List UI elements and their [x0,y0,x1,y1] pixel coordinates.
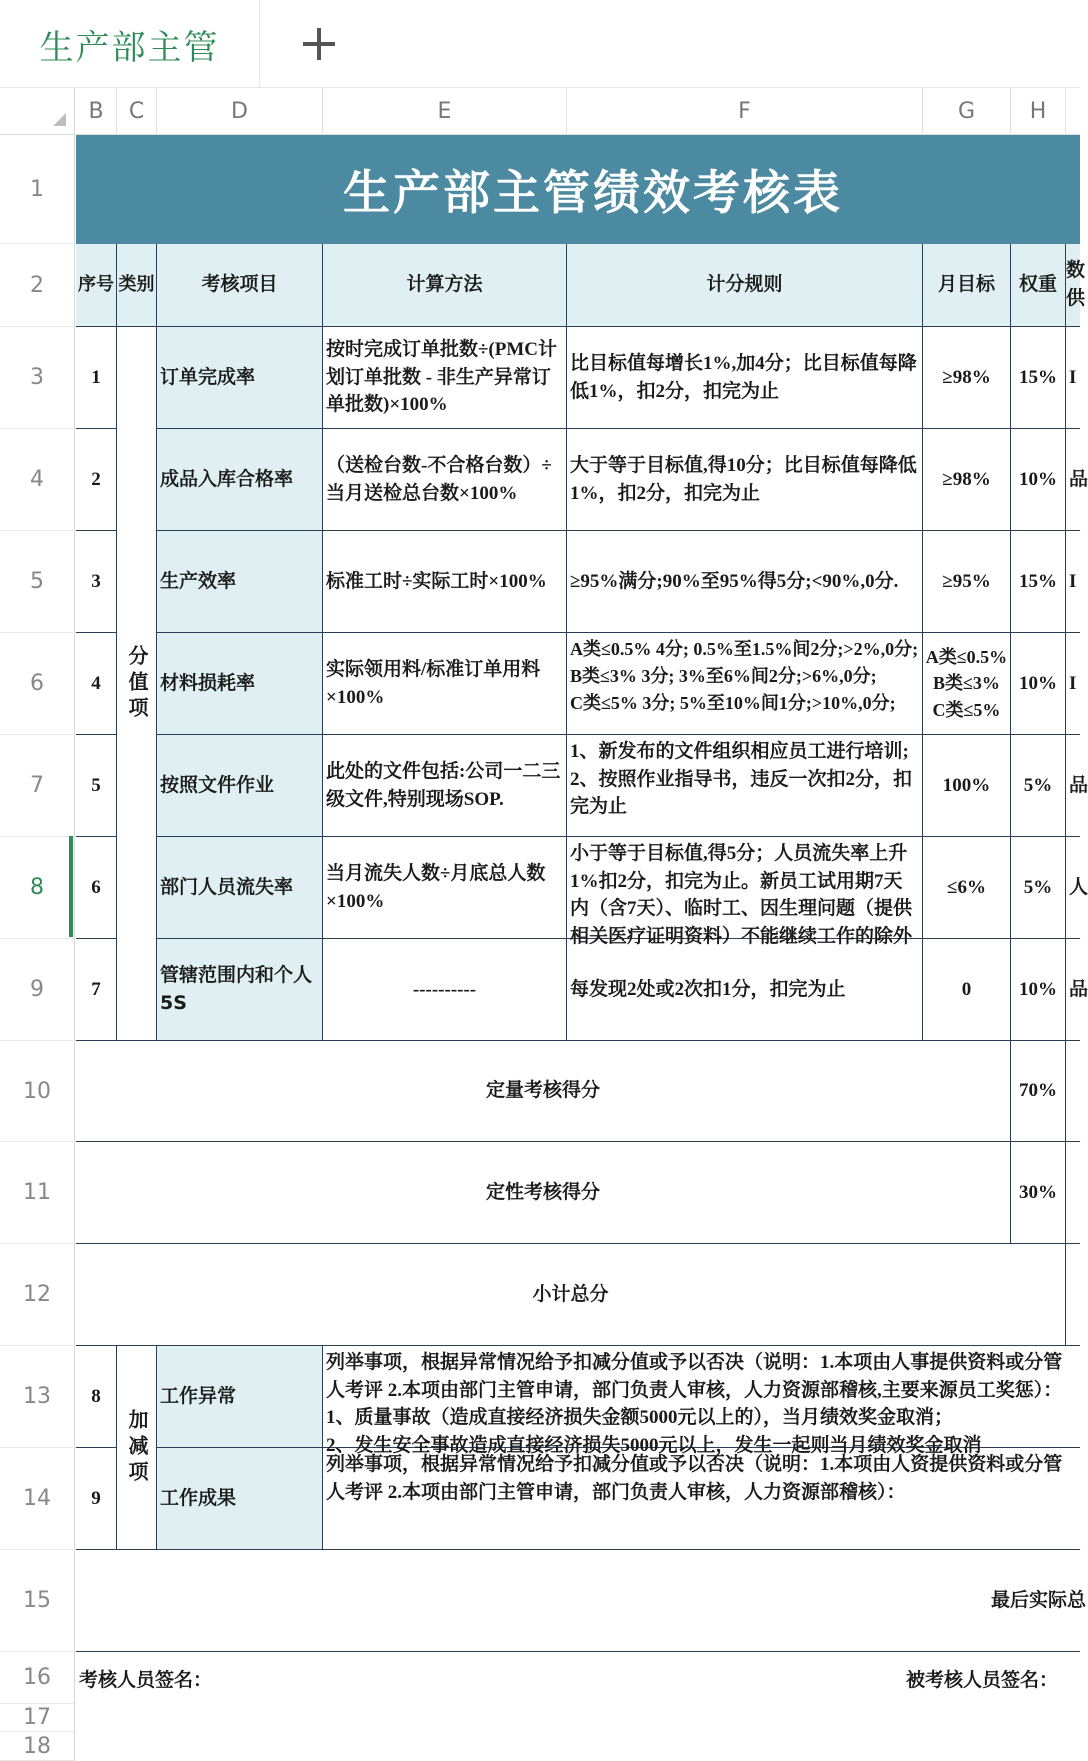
empty-cell[interactable] [1066,1041,1080,1142]
adjust-no[interactable]: 9 [76,1448,117,1550]
item-rule[interactable]: 1、新发布的文件组织相应员工进行培训; 2、按照作业指导书，违反一次扣2分，扣完为止 [567,735,923,837]
column-header-i[interactable] [1066,88,1080,135]
adjust-no[interactable]: 8 [76,1346,117,1448]
item-no[interactable]: 4 [76,633,117,735]
row-header[interactable]: 3 [0,327,75,429]
item-weight[interactable]: 10% [1011,939,1066,1041]
row-header[interactable]: 6 [0,633,75,735]
item-weight[interactable]: 15% [1011,531,1066,633]
row-header[interactable]: 2 [0,244,75,327]
row-header-selected[interactable]: 8 [0,837,75,939]
item-target[interactable]: ≥98% [923,429,1011,531]
item-data-source[interactable]: 人 [1066,837,1080,939]
row-header[interactable]: 9 [0,939,75,1041]
select-all-corner[interactable] [0,88,75,135]
item-target[interactable]: ≥98% [923,327,1011,429]
row-header[interactable]: 15 [0,1550,75,1652]
row-header[interactable]: 14 [0,1448,75,1550]
qual-score-label[interactable]: 定性考核得分 [76,1142,1011,1244]
header-item[interactable]: 考核项目 [157,244,323,327]
corner-triangle-icon [53,113,66,126]
adjust-name[interactable]: 工作成果 [157,1448,323,1550]
row-header[interactable]: 11 [0,1142,75,1244]
plus-icon [295,20,343,68]
quant-score-label[interactable]: 定量考核得分 [76,1041,1011,1142]
header-data-source[interactable] [1066,244,1086,327]
item-method[interactable]: 此处的文件包括:公司一二三级文件,特别现场SOP. [323,735,567,837]
item-rule[interactable]: 大于等于目标值,得10分；比目标值每降低1%，扣2分，扣完为止 [567,429,923,531]
item-rule[interactable]: ≥95%满分;90%至95%得5分;<90%,0分. [567,531,923,633]
adjust-desc[interactable]: 列举事项，根据异常情况给予扣减分值或予以否决（说明：1.本项由人事提供资料或分管人考评 2.本项由部门主管申请，部门负责人审核，人力资源部稽核,主要来源员工奖惩）： 1、质量事故（造成直接经济损失金额5000元以上的），当月绩效奖金取消； 2、发生安全事故造成直接经济损失5000元以上，发生一起则当月绩效奖金取消 [323,1346,1080,1448]
column-header-g[interactable]: G [923,88,1011,135]
item-rule[interactable]: 比目标值每增长1%,加4分；比目标值每降低1%，扣2分，扣完为止 [567,327,923,429]
adjust-name[interactable]: 工作异常 [157,1346,323,1448]
item-data-source[interactable]: I [1066,633,1080,735]
row-header[interactable]: 12 [0,1244,75,1346]
header-method[interactable]: 计算方法 [323,244,567,327]
item-target[interactable]: ≥95% [923,531,1011,633]
column-header-b[interactable]: B [76,88,117,135]
sheet-tab[interactable] [0,0,260,88]
item-method[interactable]: 实际领用料/标准订单用料×100% [323,633,567,735]
qual-score-weight[interactable]: 30% [1011,1142,1066,1244]
header-data-source-1: 数 [1066,259,1086,282]
header-category[interactable]: 类别 [117,244,157,327]
item-no[interactable]: 5 [76,735,117,837]
category-adjust-cell[interactable] [117,1346,157,1550]
item-data-source[interactable]: 品 [1066,939,1080,1041]
header-weight[interactable]: 权重 [1011,244,1066,327]
item-target[interactable]: 0 [923,939,1011,1041]
header-seq[interactable]: 序号 [76,244,117,327]
column-header-f[interactable]: F [567,88,923,135]
row-header[interactable]: 5 [0,531,75,633]
row-header[interactable]: 1 [0,135,75,244]
assessee-signature-label[interactable]: 被考核人员签名： [906,1669,1059,1691]
item-rule[interactable]: A类≤0.5% 4分; 0.5%至1.5%间2分;>2%,0分; B类≤3% 3分; 3%至6%间2分;>6%,0分; C类≤5% 3分; 5%至10%间1分;>10%,0分; [567,633,923,735]
item-no[interactable]: 1 [76,327,117,429]
empty-cell[interactable] [1066,1244,1080,1346]
empty-cell[interactable] [1066,1142,1080,1244]
row-selection-indicator [69,836,73,937]
item-data-source[interactable]: I [1066,531,1080,633]
column-header-d[interactable]: D [157,88,323,135]
category-score-cell[interactable] [117,327,157,1041]
assessor-signature-label[interactable]: 考核人员签名： [79,1669,213,1691]
item-data-source[interactable]: I [1066,327,1080,429]
row-header[interactable]: 13 [0,1346,75,1448]
header-data-source-2: 供 [1066,287,1086,309]
sheet-title: 生产部主管绩效考核表 [343,166,843,221]
column-header-h[interactable]: H [1011,88,1066,135]
item-rule[interactable]: 每发现2处或2次扣1分，扣完为止 [567,939,923,1041]
item-name[interactable]: 部门人员流失率 [157,837,323,939]
final-total-cell[interactable] [76,1550,1086,1652]
item-name[interactable]: 管辖范围内和个人5S [157,939,323,1041]
item-name[interactable]: 订单完成率 [157,327,323,429]
subtotal-label[interactable]: 小计总分 [76,1244,1066,1346]
item-weight[interactable]: 5% [1011,735,1066,837]
item-target[interactable]: 100% [923,735,1011,837]
item-method[interactable]: （送检台数-不合格台数）÷当月送检总台数×100% [323,429,567,531]
item-method[interactable]: ---------- [323,939,567,1041]
item-name[interactable]: 生产效率 [157,531,323,633]
sheet-tab-label: 生产部主管 [39,27,220,68]
item-data-source[interactable]: 品 [1066,735,1080,837]
column-header-c[interactable]: C [117,88,157,135]
row-header[interactable]: 7 [0,735,75,837]
item-weight[interactable]: 5% [1011,837,1066,939]
item-name[interactable]: 成品入库合格率 [157,429,323,531]
header-target[interactable]: 月目标 [923,244,1011,327]
item-method[interactable]: 按时完成订单批数÷(PMC计划订单批数 - 非生产异常订单批数)×100% [323,327,567,429]
item-method[interactable]: 标准工时÷实际工时×100% [323,531,567,633]
row-header[interactable]: 10 [0,1041,75,1142]
item-weight[interactable]: 15% [1011,327,1066,429]
category-score-label: 分值项 [125,644,149,723]
item-no[interactable]: 2 [76,429,117,531]
category-adjust-label: 加减项 [125,1408,149,1487]
item-no[interactable]: 7 [76,939,117,1041]
item-weight[interactable]: 10% [1011,633,1066,735]
column-header-e[interactable]: E [323,88,567,135]
item-target[interactable]: ≤6% [923,837,1011,939]
item-name[interactable]: 材料损耗率 [157,633,323,735]
item-weight[interactable]: 10% [1011,429,1066,531]
final-total-label: 最后实际总 [990,1588,1086,1611]
adjust-desc[interactable]: 列举事项，根据异常情况给予扣减分值或予以否决（说明：1.本项由人资提供资料或分管人考评 2.本项由部门主管申请，部门负责人审核，人力资源部稽核）： [323,1448,1080,1550]
row-header[interactable]: 4 [0,429,75,531]
row-header[interactable]: 17 [0,1704,75,1732]
item-name[interactable]: 按照文件作业 [157,735,323,837]
item-method[interactable]: 当月流失人数÷月底总人数×100% [323,837,567,939]
title-cell[interactable] [76,135,1080,244]
item-target[interactable]: A类≤0.5% B类≤3% C类≤5% [923,633,1011,735]
item-no[interactable]: 3 [76,531,117,633]
header-rule[interactable]: 计分规则 [567,244,923,327]
row-header[interactable]: 18 [0,1732,75,1761]
add-sheet-button[interactable] [295,20,343,68]
item-rule[interactable]: 小于等于目标值,得5分；人员流失率上升1%扣2分，扣完为止。新员工试用期7天内（含7天）、临时工、因生理问题（提供相关医疗证明资料）不能继续工作的除外 [567,837,923,939]
item-data-source[interactable]: 品 [1066,429,1080,531]
row-header[interactable]: 16 [0,1652,75,1704]
item-no[interactable]: 6 [76,837,117,939]
quant-score-weight[interactable]: 70% [1011,1041,1066,1142]
